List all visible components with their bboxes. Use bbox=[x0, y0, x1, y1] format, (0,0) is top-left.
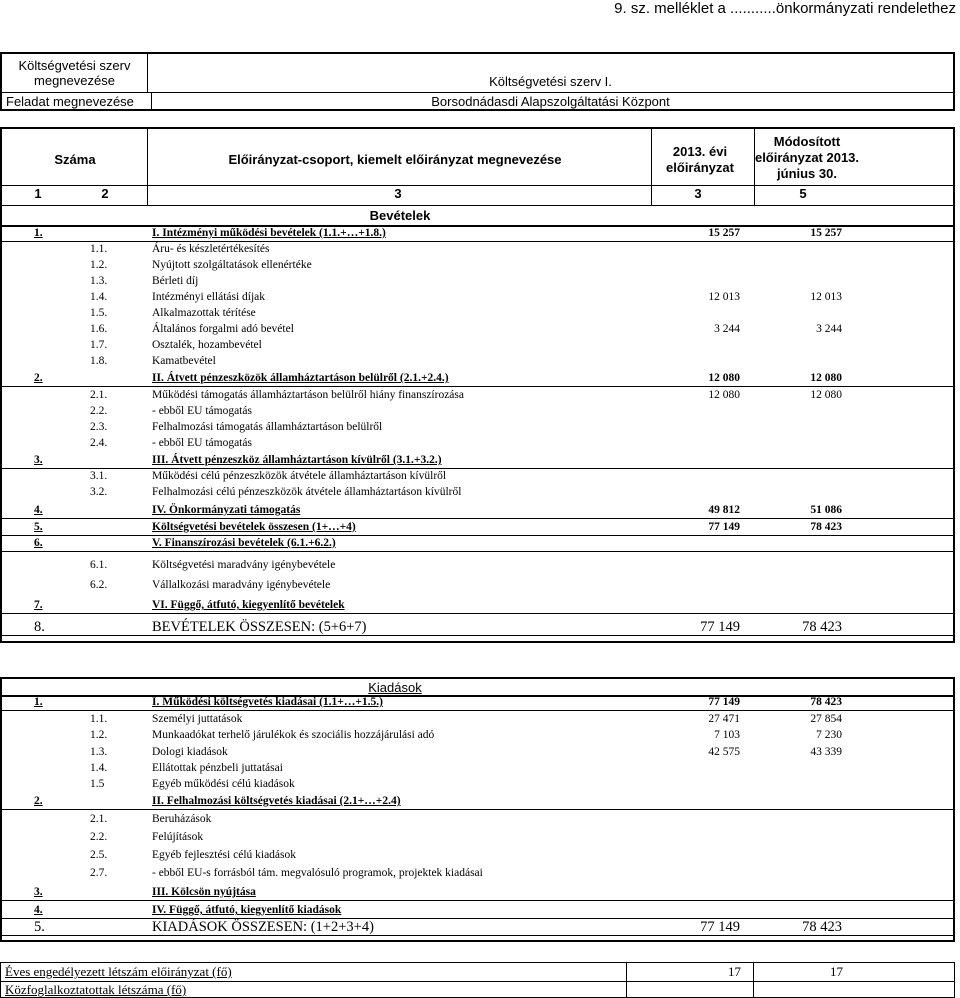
revenue-row-subnumber: 3.1. bbox=[90, 470, 108, 482]
public-workers-row bbox=[0, 981, 955, 998]
staff-label: Éves engedélyezett létszám előirányzat (fő) bbox=[5, 964, 232, 979]
col-name-header: Előirányzat-csoport, kiemelt előirányzat megnevezése bbox=[228, 152, 562, 167]
task-label: Feladat megnevezése bbox=[2, 92, 152, 111]
col-index-5: 5 bbox=[799, 186, 807, 201]
revenue-row-label: Bérleti díj bbox=[152, 275, 199, 287]
revenue-row-subnumber: 1.2. bbox=[90, 259, 108, 271]
expense-row-plan: 42 575 bbox=[708, 746, 740, 758]
revenue-row-label: Általános forgalmi adó bevétel bbox=[152, 323, 294, 335]
revenue-row-label: Felhalmozási célú pénzeszközök átvétele államháztartáson kívülről bbox=[152, 486, 462, 498]
revenue-row-label: Kamatbevétel bbox=[152, 355, 216, 367]
expense-row-label: Felújítások bbox=[152, 831, 204, 843]
revenue-row-number: 6. bbox=[34, 537, 43, 549]
expense-row-plan: 7 103 bbox=[714, 729, 740, 741]
revenue-row-modified: 15 257 bbox=[810, 227, 842, 239]
expense-row-label: KIADÁSOK ÖSSZESEN: (1+2+3+4) bbox=[152, 919, 374, 935]
expense-row-rule bbox=[2, 935, 953, 936]
revenue-row-label: - ebből EU támogatás bbox=[152, 437, 252, 449]
revenue-row-modified: 78 423 bbox=[802, 619, 842, 635]
revenue-row-number: 7. bbox=[34, 599, 43, 611]
revenue-row-label: Felhalmozási támogatás államháztartáson belülről bbox=[152, 421, 383, 433]
revenue-row-label: V. Finanszírozási bevételek (6.1.+6.2.) bbox=[152, 537, 336, 549]
expense-row-modified: 7 230 bbox=[816, 729, 842, 741]
col-index-1: 1 bbox=[34, 186, 42, 201]
col-index-4: 3 bbox=[694, 186, 702, 201]
expense-row-label: I. Működési költségvetés kiadásai (1.1+…+1.5.) bbox=[152, 696, 383, 708]
revenue-row-rule bbox=[2, 468, 953, 469]
expense-row-label: III. Kölcsön nyújtása bbox=[152, 886, 256, 898]
revenue-row-subnumber: 2.2. bbox=[90, 405, 108, 417]
revenue-table bbox=[0, 127, 955, 643]
expense-row-plan: 27 471 bbox=[708, 713, 740, 725]
expense-row-label: II. Felhalmozási költségvetés kiadásai (2.1+…+2.4) bbox=[152, 795, 401, 807]
expense-row-label: Munkaadókat terhelő járulékok és szociális hozzájárulási adó bbox=[152, 729, 435, 741]
revenue-row-plan: 49 812 bbox=[708, 504, 740, 516]
expense-row-modified: 43 339 bbox=[810, 746, 842, 758]
revenue-row-subnumber: 6.1. bbox=[90, 559, 108, 571]
revenue-row-subnumber: 2.3. bbox=[90, 421, 108, 433]
staff-row bbox=[0, 962, 955, 982]
expense-row-subnumber: 2.5. bbox=[90, 849, 108, 861]
expense-section-title: Kiadások bbox=[368, 680, 422, 695]
revenue-row-label: I. Intézményi működési bevételek (1.1.+…+1.8.) bbox=[152, 227, 386, 239]
revenue-row-modified: 12 080 bbox=[810, 389, 842, 401]
expense-row-label: Személyi juttatások bbox=[152, 713, 243, 725]
revenue-row-modified: 12 080 bbox=[810, 372, 842, 384]
revenue-row-label: IV. Önkormányzati támogatás bbox=[152, 504, 301, 516]
staff-plan-value: 17 bbox=[728, 964, 741, 979]
revenue-row-subnumber: 2.4. bbox=[90, 437, 108, 449]
revenue-row-plan: 77 149 bbox=[700, 619, 740, 635]
revenue-row-label: Vállalkozási maradvány igénybevétele bbox=[152, 579, 331, 591]
revenue-row-subnumber: 1.6. bbox=[90, 323, 108, 335]
expense-row-modified: 27 854 bbox=[810, 713, 842, 725]
revenue-row-subnumber: 1.5. bbox=[90, 307, 108, 319]
revenue-section-title: Bevételek bbox=[369, 208, 431, 223]
expense-row-label: IV. Függő, átfutó, kiegyenlítő kiadások bbox=[152, 904, 342, 916]
revenue-row-number: 1. bbox=[34, 227, 43, 239]
revenue-row-rule bbox=[2, 518, 953, 519]
revenue-row-label: Költségvetési maradvány igénybevétele bbox=[152, 559, 336, 571]
expense-row-label: Egyéb működési célú kiadások bbox=[152, 778, 295, 790]
revenue-row-modified: 51 086 bbox=[810, 504, 842, 516]
revenue-row-modified: 3 244 bbox=[816, 323, 842, 335]
expense-row-rule bbox=[2, 710, 953, 711]
revenue-row-rule bbox=[2, 241, 953, 242]
expense-row-rule bbox=[2, 809, 953, 810]
expense-row-plan: 77 149 bbox=[700, 919, 740, 935]
org-label: Költségvetési szerv megnevezése bbox=[2, 54, 148, 92]
expense-row-number: 5. bbox=[34, 919, 45, 935]
expense-row-number: 4. bbox=[34, 904, 43, 916]
expense-row-label: Dologi kiadások bbox=[152, 746, 228, 758]
revenue-row-label: - ebből EU támogatás bbox=[152, 405, 252, 417]
expense-row-subnumber: 1.5 bbox=[90, 778, 105, 790]
expense-row-subnumber: 1.3. bbox=[90, 746, 108, 758]
revenue-row-number: 2. bbox=[34, 372, 43, 384]
expense-row-label: Ellátottak pénzbeli juttatásai bbox=[152, 762, 283, 774]
expense-row-subnumber: 1.4. bbox=[90, 762, 108, 774]
revenue-row-subnumber: 1.7. bbox=[90, 339, 108, 351]
expense-row-subnumber: 1.1. bbox=[90, 713, 108, 725]
revenue-row-modified: 78 423 bbox=[810, 521, 842, 533]
org-value: Költségvetési szerv I. bbox=[489, 74, 612, 89]
expense-row-number: 1. bbox=[34, 696, 43, 708]
col-index-3: 3 bbox=[394, 186, 402, 201]
expense-row-number: 2. bbox=[34, 795, 43, 807]
expense-row-modified: 78 423 bbox=[802, 919, 842, 935]
revenue-row-subnumber: 1.1. bbox=[90, 243, 108, 255]
expense-row-label: Beruházások bbox=[152, 813, 212, 825]
revenue-row-label: BEVÉTELEK ÖSSZESEN: (5+6+7) bbox=[152, 619, 367, 635]
col-index-2: 2 bbox=[101, 186, 109, 201]
col-plan-header: 2013. évi előirányzat bbox=[666, 144, 734, 175]
expense-row-subnumber: 2.2. bbox=[90, 831, 108, 843]
revenue-row-rule bbox=[2, 535, 953, 536]
revenue-row-label: Nyújtott szolgáltatások ellenértéke bbox=[152, 259, 312, 271]
revenue-row-subnumber: 2.1. bbox=[90, 389, 108, 401]
revenue-row-subnumber: 3.2. bbox=[90, 486, 108, 498]
expense-row-rule bbox=[2, 900, 953, 901]
revenue-row-rule bbox=[2, 551, 953, 552]
org-header-block bbox=[0, 52, 955, 111]
revenue-row-rule bbox=[2, 386, 953, 387]
revenue-row-plan: 3 244 bbox=[714, 323, 740, 335]
revenue-row-label: II. Átvett pénzeszközök államháztartáson belülről (2.1.+2.4.) bbox=[152, 372, 449, 384]
expense-row-plan: 77 149 bbox=[708, 696, 740, 708]
revenue-row-rule bbox=[2, 635, 953, 636]
revenue-row-plan: 12 013 bbox=[708, 291, 740, 303]
expense-row-modified: 78 423 bbox=[810, 696, 842, 708]
revenue-row-label: Költségvetési bevételek összesen (1+…+4) bbox=[152, 521, 356, 533]
revenue-row-label: VI. Függő, átfutó, kiegyenlítő bevételek bbox=[152, 599, 345, 611]
task-value: Borsodnádasdi Alapszolgáltatási Központ bbox=[431, 94, 670, 109]
revenue-row-number: 8. bbox=[34, 619, 45, 635]
revenue-row-label: Működési támogatás államháztartáson belülről hiány finanszírozása bbox=[152, 389, 464, 401]
expense-row-label: - ebből EU-s forrásból tám. megvalósuló programok, projektek kiadásai bbox=[152, 867, 483, 879]
expense-row-subnumber: 2.7. bbox=[90, 867, 108, 879]
revenue-row-number: 4. bbox=[34, 504, 43, 516]
revenue-row-plan: 12 080 bbox=[708, 372, 740, 384]
revenue-row-subnumber: 6.2. bbox=[90, 579, 108, 591]
revenue-row-label: Működési célú pénzeszközök átvétele államháztartáson kívülről bbox=[152, 470, 447, 482]
expense-row-subnumber: 1.2. bbox=[90, 729, 108, 741]
revenue-row-plan: 15 257 bbox=[708, 227, 740, 239]
revenue-row-plan: 77 149 bbox=[708, 521, 740, 533]
revenue-row-label: Áru- és készletértékesítés bbox=[152, 243, 270, 255]
revenue-row-subnumber: 1.3. bbox=[90, 275, 108, 287]
revenue-row-number: 5. bbox=[34, 521, 43, 533]
staff-mod-value: 17 bbox=[830, 964, 843, 979]
col-szama-header: Száma bbox=[54, 152, 96, 167]
public-workers-label: Közfoglalkoztatottak létszáma (fő) bbox=[5, 982, 187, 997]
revenue-row-label: Alkalmazottak térítése bbox=[152, 307, 256, 319]
revenue-row-modified: 12 013 bbox=[810, 291, 842, 303]
revenue-row-subnumber: 1.4. bbox=[90, 291, 108, 303]
expense-row-label: Egyéb fejlesztési célú kiadások bbox=[152, 849, 297, 861]
revenue-row-number: 3. bbox=[34, 454, 43, 466]
expense-row-number: 3. bbox=[34, 886, 43, 898]
page-header-title: 9. sz. melléklet a ...........önkormányzati rendelethez bbox=[614, 0, 956, 17]
revenue-row-subnumber: 1.8. bbox=[90, 355, 108, 367]
revenue-row-label: III. Átvett pénzeszköz államháztartáson kívülről (3.1.+3.2.) bbox=[152, 454, 442, 466]
col-modified-header: Módosított előirányzat 2013. június 30. bbox=[754, 134, 860, 181]
revenue-row-rule bbox=[2, 613, 953, 614]
revenue-row-label: Intézményi ellátási díjak bbox=[152, 291, 266, 303]
revenue-row-label: Osztalék, hozambevétel bbox=[152, 339, 262, 351]
revenue-row-plan: 12 080 bbox=[708, 389, 740, 401]
expense-row-subnumber: 2.1. bbox=[90, 813, 108, 825]
